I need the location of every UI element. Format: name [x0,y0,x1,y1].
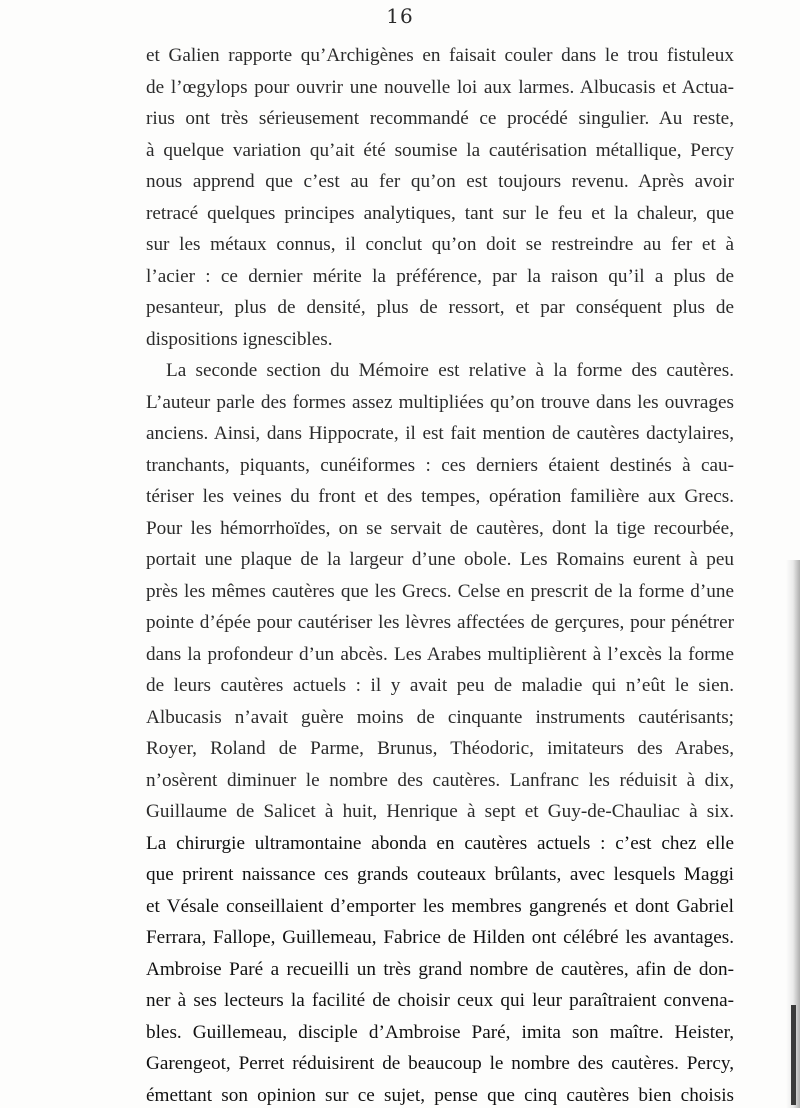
text-line: nous apprend que c’est au fer qu’on est toujours revenu. Après avoir [146,166,734,198]
text-line: n’osèrent diminuer le nombre des cautères. Lanfranc les réduisit à dix, [146,765,734,797]
text-line: de leurs cautères actuels : il y avait peu de maladie qui n’eût le sien. [146,670,734,702]
text-line: Ferrara, Fallope, Guillemeau, Fabrice de Hilden ont célébré les avantages. [146,922,734,954]
text-line: tériser les veines du front et des tempes, opération familière aux Grecs. [146,481,734,513]
text-line: Guillaume de Salicet à huit, Henrique à sept et Guy-de-Chauliac à six. [146,796,734,828]
text-line: Royer, Roland de Parme, Brunus, Théodoric, imitateurs des Arabes, [146,733,734,765]
text-line: Ambroise Paré a recueilli un très grand nombre de cautères, afin de don- [146,954,734,986]
text-line: tranchants, piquants, cunéiformes : ces derniers étaient destinés à cau- [146,450,734,482]
text-line: Garengeot, Perret réduisirent de beaucoup le nombre des cautères. Percy, [146,1048,734,1080]
paragraph-end-line: dispositions ignescibles. [146,324,734,356]
paragraph-start-line: La seconde section du Mémoire est relative à la forme des cautères. [146,355,734,387]
text-line: retracé quelques principes analytiques, tant sur le feu et la chaleur, que [146,198,734,230]
text-line: l’acier : ce dernier mérite la préférence, par la raison qu’il a plus de [146,261,734,293]
binding-edge-mark [791,1005,796,1105]
text-line: et Vésale conseillaient d’emporter les membres gangrenés et dont Gabriel [146,891,734,923]
text-line: près les mêmes cautères que les Grecs. Celse en prescrit de la forme d’une [146,576,734,608]
text-line: que prirent naissance ces grands couteaux brûlants, avec lesquels Maggi [146,859,734,891]
text-line: dans la profondeur d’un abcès. Les Arabes multiplièrent à l’excès la forme [146,639,734,671]
text-line: à quelque variation qu’ait été soumise la cautérisation métallique, Percy [146,135,734,167]
text-line: Pour les hémorrhoïdes, on se servait de cautères, dont la tige recourbée, [146,513,734,545]
page-number: 16 [0,4,800,28]
text-line: ner à ses lecteurs la facilité de choisir ceux qui leur paraîtraient convena- [146,985,734,1017]
body-text [146,40,734,1111]
text-line: pointe d’épée pour cautériser les lèvres affectées de gerçures, pour pénétrer [146,607,734,639]
text-line: rius ont très sérieusement recommandé ce procédé singulier. Au reste, [146,103,734,135]
text-line: anciens. Ainsi, dans Hippocrate, il est fait mention de cautères dactylaires, [146,418,734,450]
text-line: de l’œgylops pour ouvrir une nouvelle loi aux larmes. Albucasis et Actua- [146,72,734,104]
text-line: pesanteur, plus de densité, plus de ressort, et par conséquent plus de [146,292,734,324]
text-line: L’auteur parle des formes assez multipliées qu’on trouve dans les ouvrages [146,387,734,419]
text-line: Albucasis n’avait guère moins de cinquante instruments cautérisants; [146,702,734,734]
text-line: et Galien rapporte qu’Archigènes en faisait couler dans le trou fistuleux [146,40,734,72]
text-line: portait une plaque de la largeur d’une obole. Les Romains eurent à peu [146,544,734,576]
text-line: bles. Guillemeau, disciple d’Ambroise Paré, imita son maître. Heister, [146,1017,734,1049]
text-line: sur les métaux connus, il conclut qu’on doit se restreindre au fer et à [146,229,734,261]
text-line: La chirurgie ultramontaine abonda en cautères actuels : c’est chez elle [146,828,734,860]
text-line: émettant son opinion sur ce sujet, pense que cinq cautères bien choisis [146,1080,734,1111]
